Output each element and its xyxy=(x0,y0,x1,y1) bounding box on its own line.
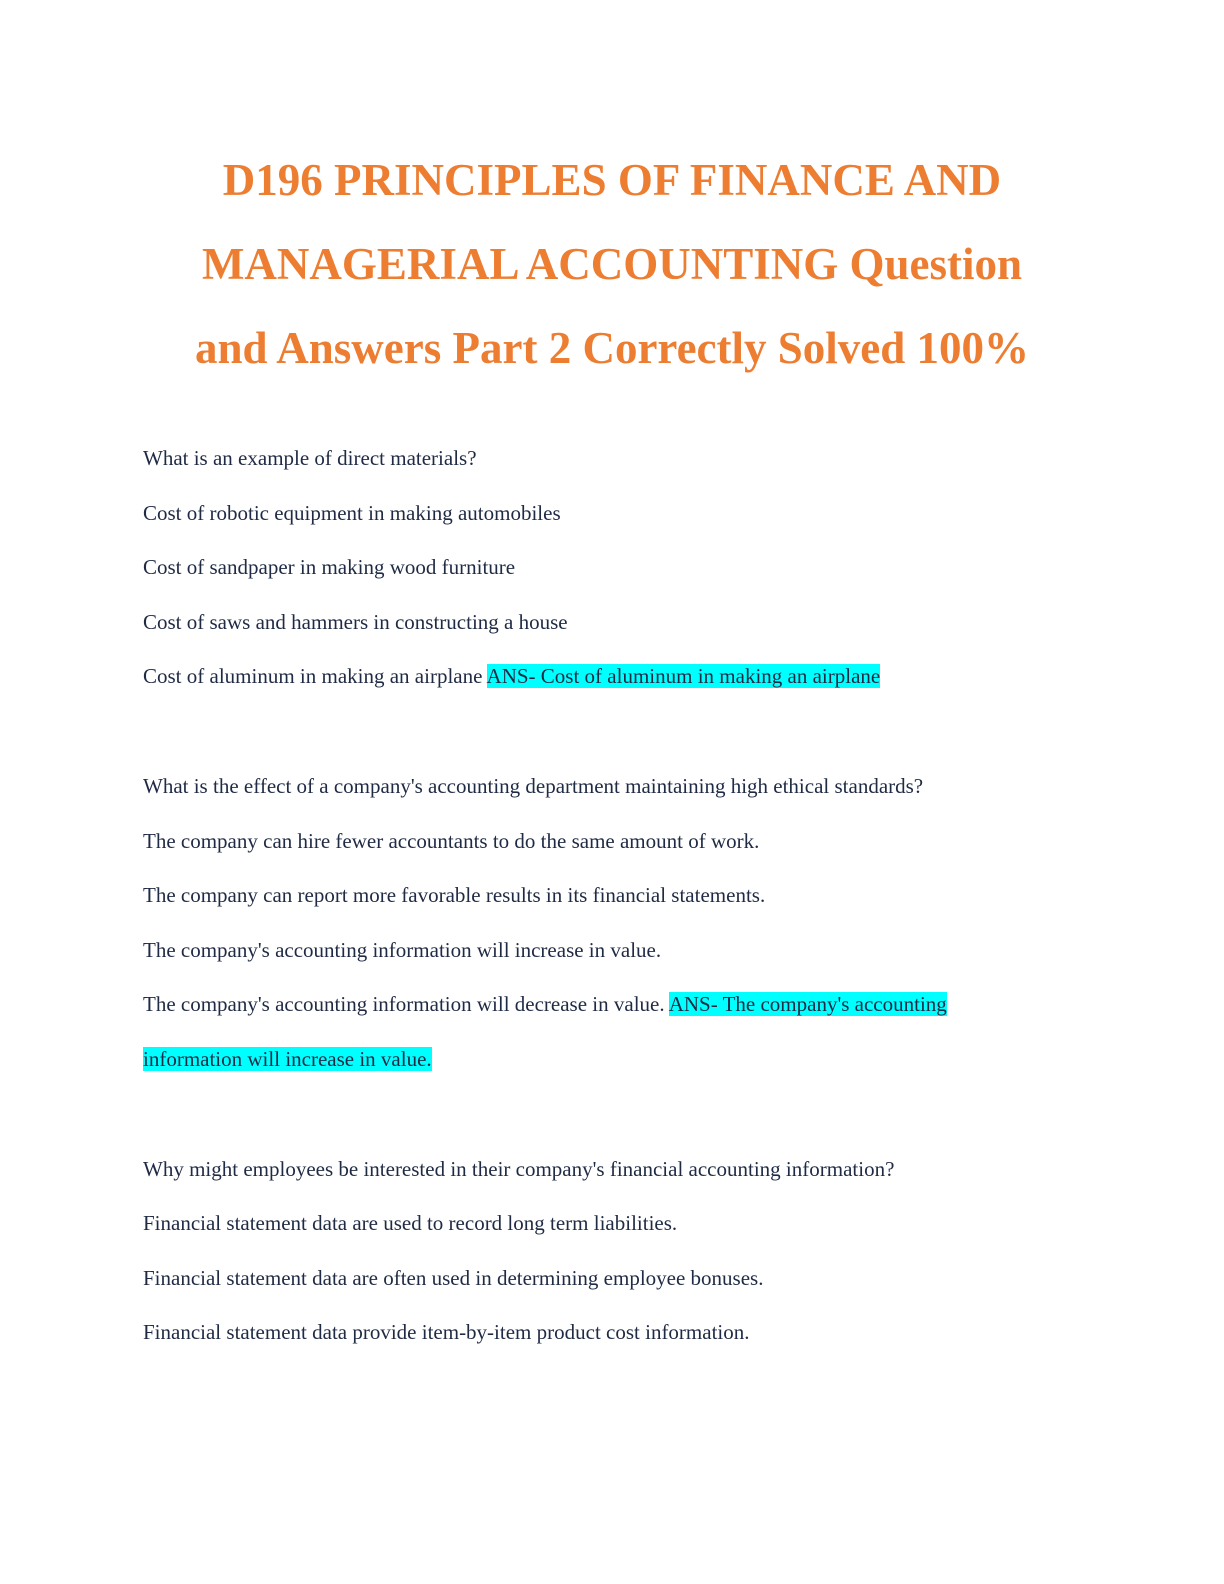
question-2: What is the effect of a company's accounting department maintaining high ethical standards? xyxy=(143,773,924,798)
question-3-option-2: Financial statement data are often used in determining employee bonuses. xyxy=(143,1265,764,1290)
question-2-answer-part-1: ANS- The company's accounting xyxy=(668,992,947,1017)
title-line-3: and Answers Part 2 Correctly Solved 100% xyxy=(194,323,1030,373)
question-1-option-2: Cost of sandpaper in making wood furniture xyxy=(143,555,516,580)
title-line-2: MANAGERIAL ACCOUNTING Question xyxy=(201,239,1023,289)
question-1: What is an example of direct materials? xyxy=(143,446,477,470)
question-2-answer-part-2: information will increase in value. xyxy=(143,1046,432,1071)
document-body xyxy=(143,438,1093,1367)
question-1-option-1: Cost of robotic equipment in making automobiles xyxy=(143,500,561,525)
title-line-1: D196 PRINCIPLES OF FINANCE AND xyxy=(222,155,1002,205)
question-2-option-4-row xyxy=(143,984,1093,1039)
question-1-option-4: Cost of aluminum in making an airplane xyxy=(143,664,483,689)
question-3-option-3: Financial statement data provide item-by-item product cost information. xyxy=(143,1320,750,1345)
question-1-option-4-row xyxy=(143,656,1093,711)
spacer xyxy=(143,1094,1093,1149)
question-2-option-3: The company's accounting information will increase in value. xyxy=(143,937,662,962)
spacer xyxy=(143,711,1093,766)
question-1-answer: ANS- Cost of aluminum in making an airplane xyxy=(486,664,881,689)
question-1-option-3: Cost of saws and hammers in constructing a house xyxy=(143,609,568,634)
question-2-option-4: The company's accounting information will decrease in value. xyxy=(143,992,665,1017)
question-3: Why might employees be interested in their company's financial accounting information? xyxy=(143,1156,895,1181)
document-title xyxy=(110,138,1114,390)
question-2-option-1: The company can hire fewer accountants to do the same amount of work. xyxy=(143,828,760,853)
question-3-option-1: Financial statement data are used to record long term liabilities. xyxy=(143,1211,678,1236)
question-2-answer-row xyxy=(143,1039,1093,1094)
question-2-option-2: The company can report more favorable results in its financial statements. xyxy=(143,883,766,908)
